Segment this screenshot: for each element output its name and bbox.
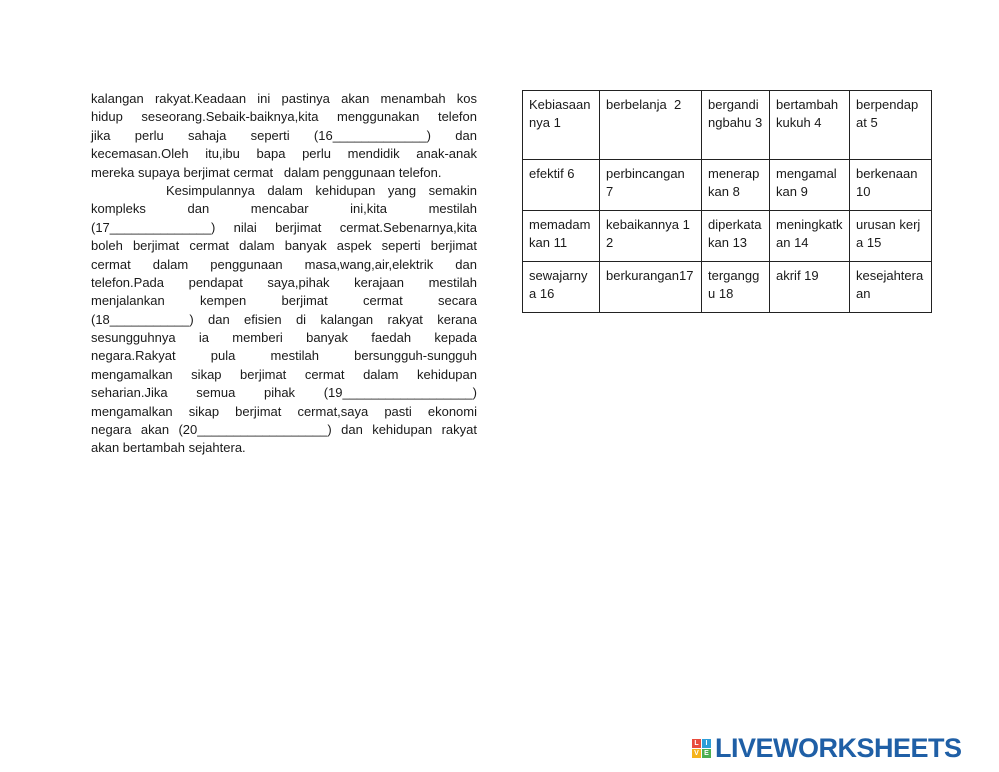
table-cell: kesejahteraan bbox=[850, 262, 932, 313]
passage-text bbox=[91, 90, 477, 458]
table-cell: Kebiasaannya 1 bbox=[523, 91, 600, 160]
logo-text: LIVEWORKSHEETS bbox=[715, 732, 962, 763]
passage-line: negara akan (20__________________) dan kehidupan rakyat bbox=[91, 422, 477, 438]
passage-line: hidup seseorang.Sebaik-baiknya,kita menggunakan telefon bbox=[91, 109, 477, 125]
passage-line: mengamalkan sikap berjimat cermat dalam kehidupan bbox=[91, 366, 477, 382]
logo-icon-letter: L bbox=[692, 739, 701, 748]
table-cell: meningkatkan 14 bbox=[770, 211, 850, 262]
table-cell: perbincangan 7 bbox=[600, 160, 702, 211]
passage-line: kalangan rakyat.Keadaan ini pastinya akan menambah kos bbox=[91, 91, 477, 106]
table-row bbox=[523, 211, 932, 262]
table-cell: efektif 6 bbox=[523, 160, 600, 211]
table-row bbox=[523, 160, 932, 211]
table-cell: urusan kerja 15 bbox=[850, 211, 932, 262]
word-choice-table bbox=[522, 90, 932, 313]
logo-icon-letter: I bbox=[702, 739, 711, 748]
table-cell: berbelanja 2 bbox=[600, 91, 702, 160]
table-cell: tergangg u 18 bbox=[702, 262, 770, 313]
table-cell: akrif 19 bbox=[770, 262, 850, 313]
table-cell: memadamkan 11 bbox=[523, 211, 600, 262]
passage-line: mengamalkan sikap berjimat cermat,saya pasti ekonomi bbox=[91, 403, 477, 419]
passage-line: negara.Rakyat pula mestilah bersungguh-sungguh bbox=[91, 348, 477, 364]
table-cell: kebaikannya 12 bbox=[600, 211, 702, 262]
table-cell: bergandingbahu 3 bbox=[702, 91, 770, 160]
table-cell: berpendapat 5 bbox=[850, 91, 932, 160]
liveworksheets-logo-icon bbox=[692, 739, 711, 758]
passage-line: mereka supaya berjimat cermat dalam penggunaan telefon. bbox=[91, 164, 442, 180]
table-cell: berkurangan17 bbox=[600, 262, 702, 313]
passage-line: boleh berjimat cermat dalam banyak aspek seperti berjimat bbox=[91, 238, 477, 254]
table-row bbox=[523, 262, 932, 313]
table-cell: diperkatakan 13 bbox=[702, 211, 770, 262]
logo-icon-letter: E bbox=[702, 749, 711, 758]
table-cell: mengamalkan 9 bbox=[770, 160, 850, 211]
passage-line: (18___________) dan efisien di kalangan rakyat kerana bbox=[91, 311, 477, 327]
passage-line: akan bertambah sejahtera. bbox=[91, 440, 246, 456]
passage-line: kecemasan.Oleh itu,ibu bapa perlu mendidik anak-anak bbox=[91, 146, 477, 162]
passage-line: jika perlu sahaja seperti (16_____________) dan bbox=[91, 127, 477, 143]
table-cell: menerapkan 8 bbox=[702, 160, 770, 211]
logo-icon-letter: V bbox=[692, 749, 701, 758]
table-cell: bertambah kukuh 4 bbox=[770, 91, 850, 160]
passage-line: (17______________) nilai berjimat cermat.Sebenarnya,kita bbox=[91, 219, 477, 235]
passage-line: telefon.Pada pendapat saya,pihak kerajaan mestilah bbox=[91, 274, 477, 290]
passage-line: cermat dalam penggunaan masa,wang,air,elektrik dan bbox=[91, 256, 477, 272]
table-cell: berkenaan 10 bbox=[850, 160, 932, 211]
passage-line: sesungguhnya ia memberi banyak faedah kepada bbox=[91, 330, 477, 346]
passage-line: seharian.Jika semua pihak (19__________________) bbox=[91, 385, 477, 401]
table-cell: sewajarnya 16 bbox=[523, 262, 600, 313]
liveworksheets-logo[interactable] bbox=[692, 733, 962, 763]
passage-line: kompleks dan mencabar ini,kita mestilah bbox=[91, 201, 477, 217]
table-row bbox=[523, 91, 932, 160]
passage-line: menjalankan kempen berjimat cermat secara bbox=[91, 293, 477, 309]
passage-line: Kesimpulannya dalam kehidupan yang semakin bbox=[166, 182, 477, 198]
